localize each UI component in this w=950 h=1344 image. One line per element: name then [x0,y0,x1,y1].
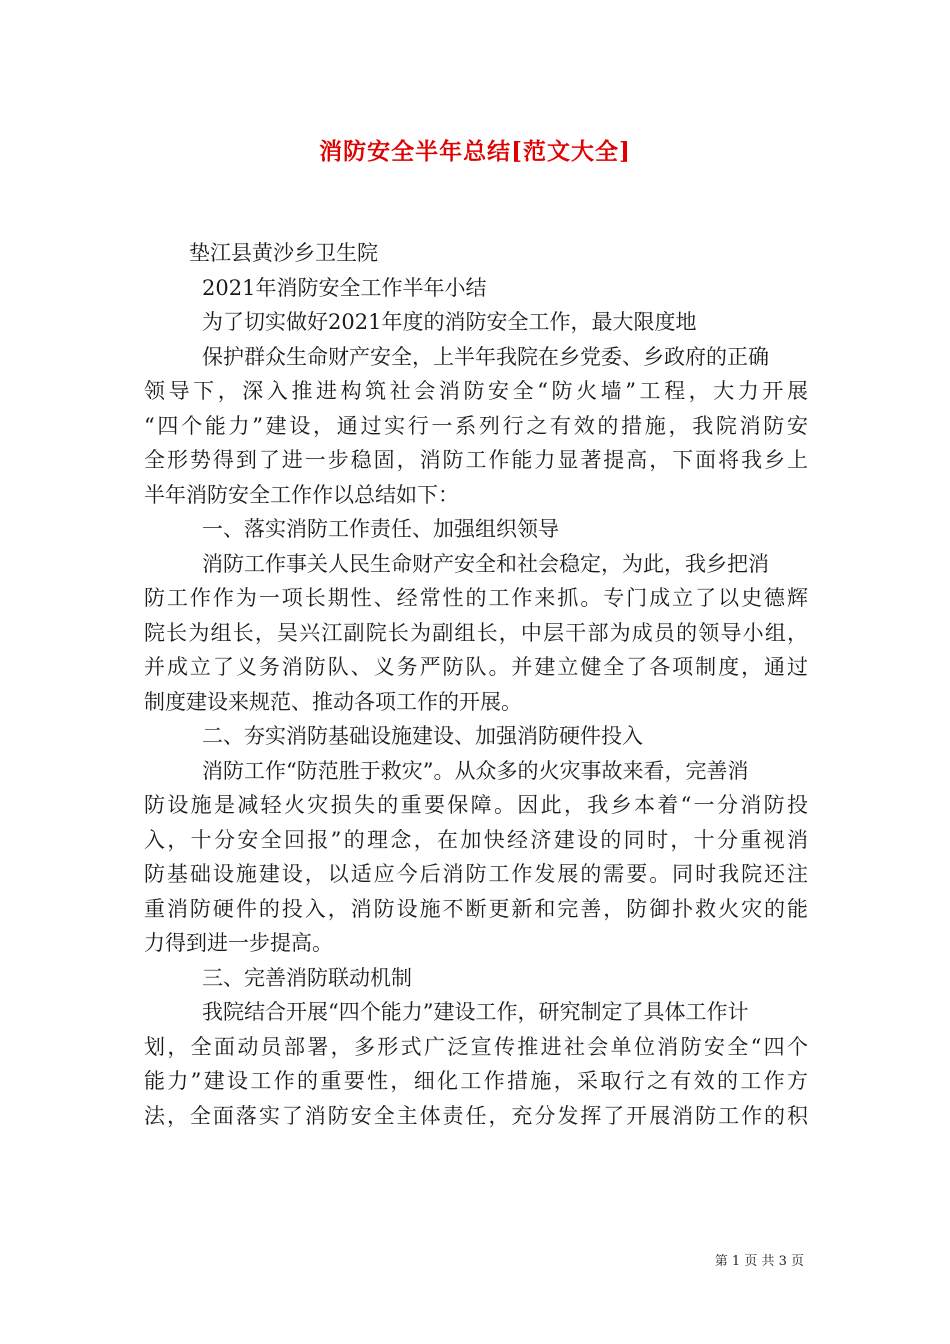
document-body [144,236,808,1133]
body-line: 防基础设施建设，以适应今后消防工作发展的需要。同时我院还注 [144,862,808,886]
section-heading: 一、落实消防工作责任、加强组织领导 [202,517,559,541]
body-line: 领导下，深入推进构筑社会消防安全“防火墙”工程，大力开展 [144,379,808,403]
body-line: 垫江县黄沙乡卫生院 [189,241,378,265]
body-line: 半年消防安全工作作以总结如下： [144,482,459,507]
document-title: 消防安全半年总结[范文大全] [319,138,631,165]
section-heading: 二、夯实消防基础设施建设、加强消防硬件投入 [202,724,643,748]
body-line: 我院结合开展“四个能力”建设工作，研究制定了具体工作计 [202,1000,749,1024]
body-line: 保护群众生命财产安全，上半年我院在乡党委、乡政府的正确 [202,344,769,369]
body-line: 防工作作为一项长期性、经常性的工作来抓。专门成立了以史德辉 [144,586,808,610]
body-line: 入，十分安全回报”的理念，在加快经济建设的同时，十分重视消 [144,827,808,852]
body-line: 制度建设来规范、推动各项工作的开展。 [144,689,522,714]
body-line: 防设施是减轻火灾损失的重要保障。因此，我乡本着“一分消防投 [144,793,808,817]
body-line: 划，全面动员部署，多形式广泛宣传推进社会单位消防安全“四个 [144,1034,808,1059]
body-line: “四个能力”建设，通过实行一系列行之有效的措施，我院消防安 [144,413,808,438]
body-line: 力得到进一步提高。 [144,931,333,955]
body-line: 为了切实做好2021年度的消防安全工作，最大限度地 [202,310,697,334]
page-number: 第 1 页 共 3 页 [714,1254,804,1269]
section-heading: 三、完善消防联动机制 [202,965,412,990]
body-line: 并成立了义务消防队、义务严防队。并建立健全了各项制度，通过 [144,655,808,679]
body-line: 能力”建设工作的重要性，细化工作措施，采取行之有效的工作方 [144,1069,808,1093]
body-line: 消防工作事关人民生命财产安全和社会稳定，为此，我乡把消 [202,551,769,576]
body-line: 消防工作“防范胜于救灾”。从众多的火灾事故来看，完善消 [202,758,749,783]
body-line: 重消防硬件的投入，消防设施不断更新和完善，防御扑救火灾的能 [144,896,808,921]
body-line: 全形势得到了进一步稳固，消防工作能力显著提高，下面将我乡上 [144,448,808,472]
body-line: 2021年消防安全工作半年小结 [202,275,487,300]
body-line: 法，全面落实了消防安全主体责任，充分发挥了开展消防工作的积 [144,1103,808,1128]
body-line: 院长为组长，吴兴江副院长为副组长，中层干部为成员的领导小组， [144,620,808,645]
